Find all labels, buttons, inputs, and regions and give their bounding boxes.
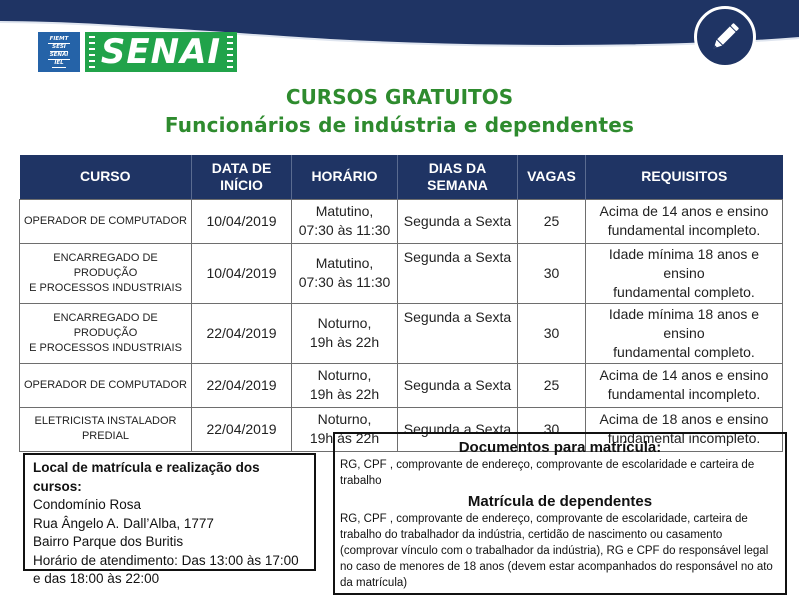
cell-horario: Noturno, 19h às 22h [292,363,398,407]
location-line: Rua Ângelo A. Dall’Alba, 1777 [33,515,214,531]
cell-requisitos: Acima de 18 anos e ensino fundamental incompleto. [586,407,783,451]
senai-brand-text: SENAI [100,32,222,72]
documents-text: RG, CPF , comprovante de endereço, comprovante de escolaridade e carteira de trabalho [340,459,755,487]
cell-curso: ENCARREGADO DE PRODUÇÃO E PROCESSOS INDUSTRIAIS [20,303,192,363]
cell-vagas: 25 [518,363,586,407]
table-row [20,363,783,407]
cell-requisitos: Acima de 14 anos e ensino fundamental incompleto. [586,363,783,407]
cell-curso: ELETRICISTA INSTALADOR PREDIAL [20,407,192,451]
cell-dias-semana: Segunda a Sexta [398,363,518,407]
location-line: Horário de atendimento: Das 13:00 às 17:00 [33,552,299,568]
cell-data-inicio: 10/04/2019 [192,243,292,303]
cell-curso: OPERADOR DE COMPUTADOR [20,199,192,243]
table-row [20,243,783,303]
title-line-1: CURSOS GRATUITOS [285,85,514,109]
partner-line-sesi: SESI [52,44,66,50]
cell-horario: Matutino, 07:30 às 11:30 [292,243,398,303]
cell-vagas: 30 [518,243,586,303]
cell-curso: OPERADOR DE COMPUTADOR [20,363,192,407]
column-header-data-inicio: DATA DE INÍCIO [192,155,292,199]
cell-vagas: 25 [518,199,586,243]
column-header-requisitos: REQUISITOS [586,155,783,199]
cell-dias-semana: Segunda a Sexta [398,303,518,363]
table-row [20,303,783,363]
pencil-badge [694,6,756,68]
column-header-curso: CURSO [20,155,192,199]
cell-requisitos: Idade mínima 18 anos e ensino fundamental completo. [586,243,783,303]
location-heading: Local de matrícula e realização dos cursos: [33,460,260,494]
cell-data-inicio: 22/04/2019 [192,303,292,363]
dependents-heading: Matrícula de dependentes [467,493,653,510]
documents-heading: Documentos para matrícula: [458,439,662,456]
location-line: Bairro Parque dos Buritis [33,534,184,549]
cell-data-inicio: 22/04/2019 [192,363,292,407]
partner-line-iel: IEL [54,60,64,66]
table-header-row [20,155,783,199]
logo-stripes-left [89,36,95,68]
enrollment-location-box [23,453,316,586]
partner-line-senai: SENAI [49,52,69,58]
logo-stripes-right [227,36,233,68]
column-header-dias-semana: DIAS DA SEMANA [398,155,518,199]
pencil-icon [708,20,742,54]
senai-wordmark [85,32,237,72]
location-line: Condomínio Rosa [33,497,142,512]
cell-dias-semana: Segunda a Sexta [398,243,518,303]
title-line-2: Funcionários de indústria e dependentes [164,113,635,137]
cell-vagas: 30 [518,303,586,363]
partner-logo [38,32,80,72]
page-title [0,84,799,140]
cell-vagas: 30 [518,407,586,451]
cell-dias-semana: Segunda a Sexta [398,407,518,451]
cell-horario: Noturno, 19h às 22h [292,407,398,451]
cell-dias-semana: Segunda a Sexta [398,199,518,243]
table-row [20,199,783,243]
courses-table [19,155,783,452]
cell-data-inicio: 10/04/2019 [192,199,292,243]
column-header-horario: HORÁRIO [292,155,398,199]
cell-requisitos: Idade mínima 18 anos e ensino fundamental completo. [586,303,783,363]
partner-line-fiemt: FIEMT [49,36,69,42]
cell-data-inicio: 22/04/2019 [192,407,292,451]
documents-box [333,432,787,595]
column-header-vagas: VAGAS [518,155,586,199]
dependents-text: RG, CPF , comprovante de endereço, comprovante de escolaridade, carteira de trabalho do trabalhador da indústria, certidão de nascimento ou casamento (comprovar vínculo com o trabalhador da indústria), RG e CPF do responsável legal no caso de menores de 18 anos (devem estar acompanhados do responsável no ato da matrícula) [340,513,773,589]
senai-logo [38,32,237,72]
cell-horario: Noturno, 19h às 22h [292,303,398,363]
location-line: e das 18:00 às 22:00 [33,571,160,586]
cell-requisitos: Acima de 14 anos e ensino fundamental incompleto. [586,199,783,243]
cell-horario: Matutino, 07:30 às 11:30 [292,199,398,243]
cell-curso: ENCARREGADO DE PRODUÇÃO E PROCESSOS INDUSTRIAIS [20,243,192,303]
